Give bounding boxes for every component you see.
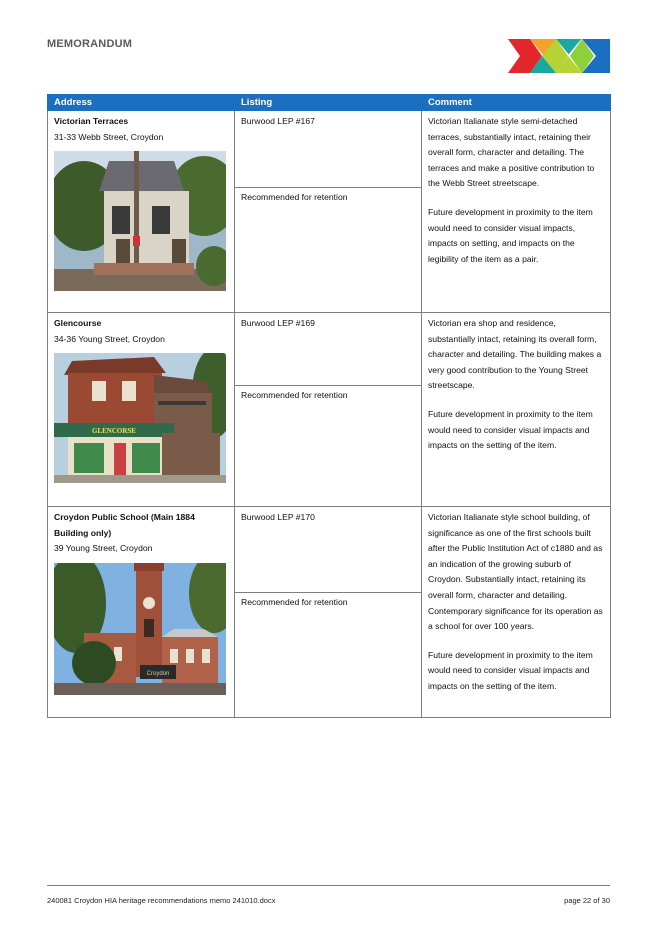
column-header-comment: Comment: [422, 95, 611, 111]
address-cell: [48, 507, 235, 718]
footer-document-name: 240081 Croydon HIA heritage recommendations memo 241010.docx: [47, 896, 276, 905]
address-cell: [48, 111, 235, 313]
school-photo: [54, 563, 226, 695]
lep-listing: Burwood LEP #169: [235, 313, 421, 386]
item-name: Glencourse: [54, 318, 102, 328]
comment-development: Future development in proximity to the item would need to consider visual impacts, impacts on setting, and impacts on the legibility of the item as a pair.: [428, 206, 593, 264]
comment-significance: Victorian Italianate style semi-detached terraces, substantially intact, retaining their overall form, character and detailing. The terraces and make a positive contribution to the Webb Street streetscape.: [428, 116, 595, 189]
listing-cell: [235, 313, 422, 507]
comment-cell: [422, 111, 611, 313]
company-logo: [508, 39, 610, 73]
recommendation: Recommended for retention: [241, 192, 348, 202]
memo-title: MEMORANDUM: [47, 38, 133, 50]
table-row: [48, 313, 611, 507]
item-address: 39 Young Street, Croydon: [54, 543, 153, 554]
table-header-row: [48, 95, 611, 111]
terraces-photo: [54, 151, 226, 291]
comment-cell: [422, 313, 611, 507]
shop-sign-text: GLENCORSE: [92, 427, 136, 436]
table-row: [48, 507, 611, 718]
item-name: Victorian Terraces: [54, 116, 129, 126]
footer-divider: [47, 885, 610, 886]
heritage-table: [47, 94, 611, 718]
item-address: 34-36 Young Street, Croydon: [54, 333, 165, 344]
school-sign-text: Croydon: [146, 670, 170, 677]
comment-development: Future development in proximity to the item would need to consider visual impacts and impacts on the setting of the item.: [428, 649, 593, 691]
comment-significance: Victorian Italianate style school building, of significance as one of the first schools built after the Public Institution Act of c1880 and as an indication of the growing suburb of Croydon. Substantially intact, retaining its overall form, character and detailing. Contemporary significance for its operation as a school for over 100 years.: [428, 512, 603, 632]
column-header-address: Address: [48, 95, 235, 111]
table-row: [48, 111, 611, 313]
comment-development: Future development in proximity to the item would need to consider visual impacts and impacts on the setting of the item.: [428, 408, 593, 451]
listing-cell: [235, 507, 422, 718]
recommendation: Recommended for retention: [241, 597, 348, 607]
item-address: 31-33 Webb Street, Croydon: [54, 131, 164, 142]
lep-listing: Burwood LEP #170: [235, 507, 421, 593]
comment-significance: Victorian era shop and residence, substantially intact, retaining its overall form, character and detailing. The building makes a very good contribution to the Young Street streetscape.: [428, 318, 602, 391]
recommendation: Recommended for retention: [241, 390, 348, 400]
address-cell: [48, 313, 235, 507]
footer-page-number: page 22 of 30: [564, 896, 610, 905]
item-name: Croydon Public School (Main 1884 Building only): [54, 512, 195, 538]
column-header-listing: Listing: [235, 95, 422, 111]
glencourse-photo: [54, 353, 226, 483]
listing-cell: [235, 111, 422, 313]
lep-listing: Burwood LEP #167: [235, 111, 421, 188]
comment-cell: [422, 507, 611, 718]
